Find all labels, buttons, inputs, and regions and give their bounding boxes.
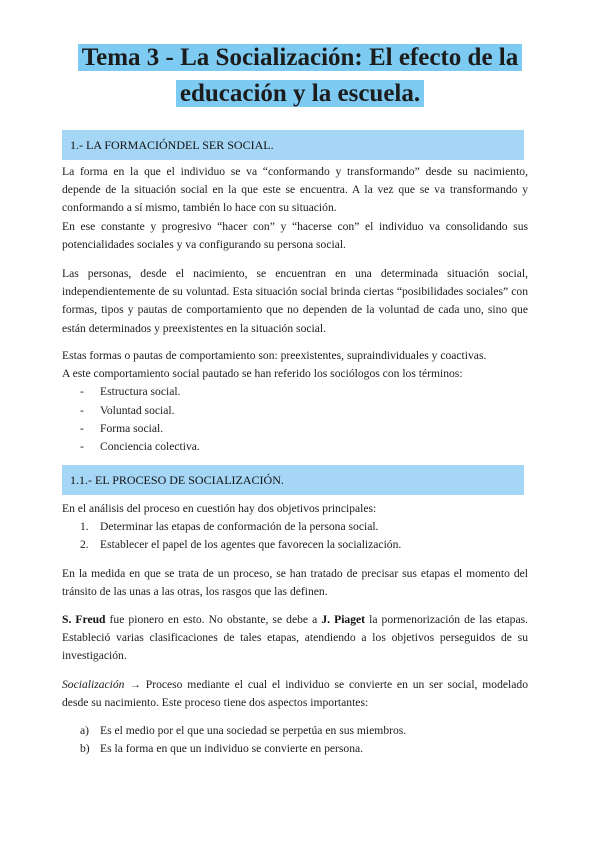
paragraph: Las personas, desde el nacimiento, se encuentran en una determinada situación social, independientemente de su voluntad. Esta situación social brinda ciertas “posibilidades sociales” con formas, tipos y pautas de comportamiento que no dependen de la voluntad de cada uno, sino que están determinados y preexistentes en la situación social. — [62, 267, 528, 335]
section-1-body — [62, 265, 528, 338]
paragraph: En el análisis del proceso en cuestión hay dos objetivos principales: — [62, 502, 377, 515]
list-item: 2. Establecer el papel de los agentes que favorecen la socialización. — [80, 538, 402, 552]
section-2-authors — [62, 611, 528, 666]
section-2-stages — [62, 565, 528, 601]
paragraph: A este comportamiento social pautado se han referido los sociólogos con los términos: — [62, 367, 463, 381]
section-heading-2: 1.1.- EL PROCESO DE SOCIALIZACIÓN. — [62, 465, 524, 495]
paragraph: La forma en la que el individuo se va “conformando y transformando” desde su nacimiento, depende de la situación social en la que este se encuentra. A la vez que se va transformando y conformando a sí mismo, también lo hace con su situación. — [62, 165, 528, 215]
page-title — [40, 40, 560, 112]
terms-list — [62, 383, 528, 456]
title-line-1: Tema 3 - La Socialización: El efecto de la — [78, 44, 523, 71]
list-item: a) Es el medio por el que una sociedad se perpetúa en sus miembros. — [80, 724, 407, 737]
paragraph: S. Freud fue pionero en esto. No obstante, se debe a J. Piaget la pormenorización de las etapas. Estableció varias clasificaciones de tales etapas, atendiendo a los objetivos perseguidos de su investigación. — [62, 613, 528, 663]
paragraph: En ese constante y progresivo “hacer con” y “hacerse con” el individuo va consolidando sus potencialidades sociales y va configurando su persona social. — [62, 219, 528, 251]
list-item: b) Es la forma en que un individuo se convierte en persona. — [80, 742, 364, 756]
section-2-aspects — [62, 722, 528, 758]
paragraph: En la medida en que se trata de un proceso, se han tratado de precisar sus etapas el momento del tránsito de las unas a las otras, los rasgos que las definen. — [62, 567, 528, 599]
list-item: - Forma social. — [80, 421, 164, 435]
aspects-list — [62, 722, 528, 758]
section-2-intro — [62, 500, 528, 555]
paragraph: Estas formas o pautas de comportamiento son: preexistentes, supraindividuales y coactivas. — [62, 349, 487, 362]
section-heading-1: 1.- LA FORMACIÓNDEL SER SOCIAL. — [62, 130, 524, 160]
list-item: 1. Determinar las etapas de conformación de la persona social. — [80, 520, 379, 534]
list-item: - Conciencia colectiva. — [80, 440, 200, 454]
author-piaget: J. Piaget — [321, 613, 366, 626]
objectives-list — [62, 518, 528, 554]
title-line-2: educación y la escuela. — [176, 80, 424, 107]
definition-term: Socialización — [62, 678, 125, 691]
list-item: - Voluntad social. — [80, 403, 175, 417]
list-item: - Estructura social. — [80, 385, 181, 399]
arrow-icon: → — [124, 678, 146, 691]
section-1-intro — [62, 163, 528, 254]
paragraph: Socialización → Proceso mediante el cual el individuo se convierte en un ser social, modelado desde su nacimiento. Este proceso tiene dos aspectos importantes: — [62, 678, 528, 710]
author-freud: S. Freud — [62, 613, 106, 626]
section-1-terms — [62, 347, 528, 456]
section-2-definition — [62, 676, 528, 712]
